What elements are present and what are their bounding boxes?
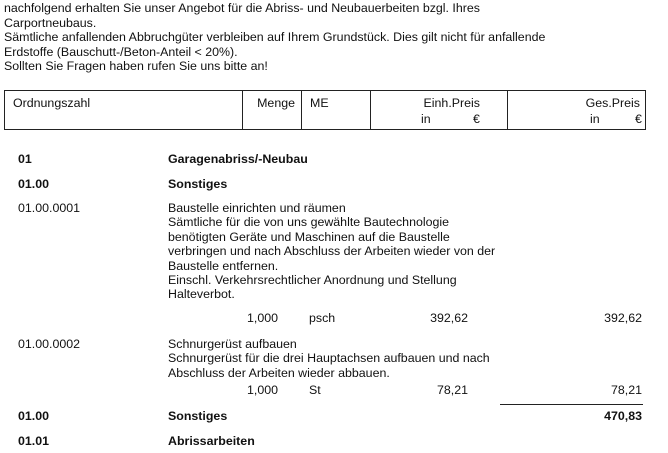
header-einh-preis: Einh.Preis in € [371, 91, 508, 129]
intro-line: Sämtliche anfallenden Abbruchgüter verbleiben auf Ihrem Grundstück. Dies gilt nicht für anfallende [4, 30, 546, 45]
section-number: 01.00 [18, 177, 50, 191]
section-total-amount: 470,83 [604, 409, 642, 423]
header-menge: Menge [243, 91, 302, 129]
position-einh-preis: 392,62 [430, 311, 468, 325]
intro-line: nachfolgend erhalten Sie unser Angebot für die Abriss- und Neubauerbeiten bzgl. Ihres [4, 1, 480, 15]
header-ges-preis: Ges.Preis in € [585, 96, 642, 126]
position-number: 01.00.0002 [18, 337, 81, 351]
position-ges-preis: 392,62 [604, 311, 642, 325]
position-menge: 1,000 [246, 311, 278, 325]
position-number: 01.00.0001 [18, 201, 81, 215]
intro-line: Erdstoffe (Bauschutt-/Beton-Anteil < 20%). [4, 44, 238, 59]
header-me: ME [302, 91, 371, 129]
intro-line: Carportneubaus. [4, 15, 97, 30]
section-total-title: Sonstiges [168, 409, 228, 423]
position-me: psch [309, 311, 336, 325]
position-description: Baustelle einrichten und räumen Sämtliche für die von uns gewählte Bautechnologie benötigten Geräte und Maschinen auf die Baustelle verbringen und nach Abschluss der Arbeiten wieder von der Baustelle entfernen. Einschl. Verkehrsrechtlicher Anordnung und Stellung Halteverbot. [168, 201, 496, 302]
group-title: Garagenabriss/-Neubau [168, 152, 308, 166]
group-number: 01 [18, 152, 32, 166]
next-section-title: Abrissarbeiten [168, 434, 255, 448]
position-description: Schnurgerüst aufbauen Schnurgerüst für die drei Hauptachsen aufbauen und nach Abschluss der Arbeiten wieder abbauen. [168, 337, 490, 380]
header-ordnungszahl: Ordnungszahl [5, 91, 243, 129]
next-section-number: 01.01 [18, 434, 50, 448]
section-title: Sonstiges [168, 177, 228, 191]
table-header [4, 90, 646, 130]
section-total-number: 01.00 [18, 409, 50, 423]
position-menge: 1,000 [246, 383, 278, 397]
sum-divider [500, 404, 643, 405]
intro-text [4, 1, 545, 74]
position-ges-preis: 78,21 [610, 383, 642, 397]
position-einh-preis: 78,21 [436, 383, 468, 397]
intro-line: Sollten Sie Fragen haben rufen Sie uns bitte an! [4, 59, 268, 74]
position-me: St [309, 383, 321, 397]
